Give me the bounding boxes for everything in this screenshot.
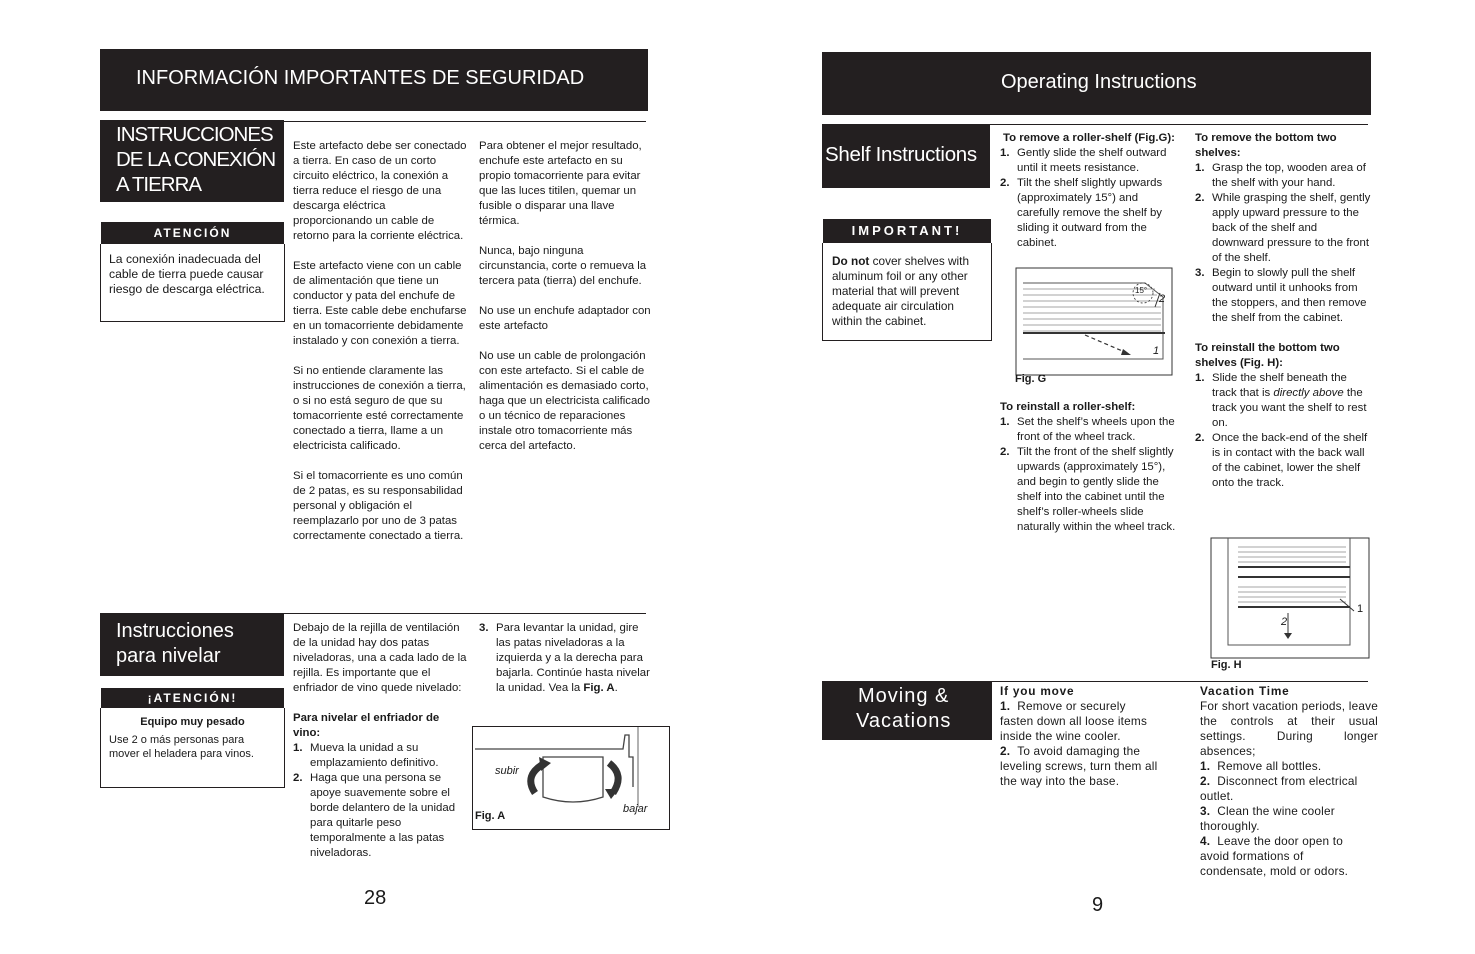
list-item: 2. To avoid damaging the leveling screws, turn them all the way into the base. [1000,744,1158,788]
leveling-title-line: Instrucciones [116,620,234,642]
grounding-title-line: A TIERRA [116,173,202,196]
important-head: IMPORTANT! [823,219,991,243]
grounding-paragraph: Si no entiende claramente las instrucciones de conexión a tierra, o si no está seguro de que su tomacorriente esté correctamente conectado a tierra, llame a un electricista calificado. [293,365,466,452]
grounding-warning-text: La conexión inadecuada del cable de tierra puede causar riesgo de descarga eléctrica. [109,252,265,296]
left-page-title: INFORMACIÓN IMPORTANTES DE SEGURIDAD [136,67,585,89]
right-page-title-banner [822,52,1371,115]
moving-column-2 [1200,684,1378,879]
grounding-paragraph: Para obtener el mejor resultado, enchufe este artefacto en su propio tomacorriente para evitar que las luces titilen, quemar un fusible o disparar una llave térmica. [479,140,642,227]
right-page-number: 9 [1092,894,1104,916]
fig-h-marker-1: 1 [1357,603,1364,615]
list-item: 3. Begin to slowly pull the shelf outward until it unhooks from the stoppers, and then remove the shelf from the cabinet. [1195,267,1367,324]
fig-g-marker-1: 1 [1153,345,1160,357]
fig-a-label: Fig. A [475,810,506,822]
fig-a-down-label: bajar [623,803,648,815]
leveling-warning-head: ¡ATENCIÓN! [101,688,284,708]
right-page-title: Operating Instructions [1001,71,1197,93]
grounding-paragraph: Este artefacto debe ser conectado a tierra. En caso de un corto circuito eléctrico, la conexión a tierra reduce el riesgo de una descarga eléctrica proporcionando un cable de retorno para la corriente eléctrica. [293,140,467,242]
vacation-intro: For short vacation periods, leave the controls at their usual settings. During longer absences; [1200,699,1378,758]
list-item: 1. Grasp the top, wooden area of the shelf with your hand. [1195,162,1366,189]
moving-title-block [822,681,992,740]
remove-roller-head: To remove a roller-shelf (Fig.G): [1003,132,1175,144]
grounding-title-line: INSTRUCCIONES [116,123,273,146]
reinstall-roller-block [1000,400,1182,535]
grounding-column-2 [479,139,651,454]
figure-a [472,726,670,830]
shelf-title: Shelf Instructions [825,143,977,166]
fig-a-up-label: subir [495,765,519,777]
list-item: 3. Clean the wine cooler thoroughly. [1200,804,1335,833]
fig-g-marker-2: 2 [1159,293,1166,305]
leveling-intro: Debajo de la rejilla de ventilación de la unidad hay dos patas niveladoras, una a cada lado de la rejilla. Es importante que el enfriador de vino quede nivelado: [293,622,467,694]
list-item: 2. Once the back-end of the shelf is in contact with the back wall of the cabinet, lower the shelf onto the track. [1195,432,1368,489]
leveling-warning-box [100,708,285,788]
figure-g [1015,267,1173,387]
leveling-column-1 [293,621,467,861]
list-item: 2. Tilt the shelf slightly upwards (approximately 15°) and carefully remove the shelf by sliding it outward from the cabinet. [1000,177,1163,249]
leveling-warning-sub: Equipo muy pesado [140,716,245,728]
leveling-column-2 [479,621,651,696]
moving-title-line: Vacations [856,710,952,732]
list-item: 4. Leave the door open to avoid formations of condensate, mold or odors. [1200,834,1349,878]
remove-bottom-head: To remove the bottom two shelves: [1195,132,1337,159]
list-item: 1. Slide the shelf beneath the track that is directly above the track you want the shelf to rest on. [1195,372,1367,429]
shelf-column-2 [1195,131,1371,491]
leveling-subhead: Para nivelar el enfriador de vino: [293,712,440,739]
important-text: cover shelves with aluminum foil or any other material that will prevent adequate air circulation within the cabinet. [832,254,970,328]
grounding-paragraph: No use un enchufe adaptador con este artefacto [479,305,651,332]
important-bold: Do not [832,254,870,268]
list-item: 1. Gently slide the shelf outward until it meets resistance. [1000,147,1167,174]
grounding-column-1 [293,139,467,544]
list-item: 1. Remove all bottles. [1200,759,1322,773]
grounding-title-line: DE LA CONEXIÓN [116,148,276,171]
figure-h [1210,537,1374,677]
fig-g-label: Fig. G [1015,373,1047,385]
grounding-paragraph: No use un cable de prolongación con este artefacto. Si el cable de alimentación es demasiado corto, haga que un electricista calificado o un técnico de reparaciones instale otro tomacorriente más cerca del artefacto. [479,350,650,452]
leveling-title-line: para nivelar [116,645,221,667]
move-head: If you move [1000,684,1075,698]
list-item: 1. Mueva la unidad a su emplazamiento definitivo. [293,742,439,769]
fig-g-angle: 15° [1135,286,1148,295]
leveling-warning-text: Use 2 o más personas para mover el heladera para vinos. [109,734,254,760]
grounding-paragraph: Este artefacto viene con un cable de alimentación que tiene un conductor y pata del enchufe de tierra. Este cable debe enchufarse en un tomacorriente debidamente instalado y con conexión a tierra. [293,260,467,347]
fig-h-marker-2: 2 [1281,616,1288,628]
moving-column-1 [1000,684,1162,789]
grounding-divider [284,121,646,122]
list-item: 1. Remove or securely fasten down all loose items inside the wine cooler. [1000,699,1148,743]
list-item: 2. While grasping the shelf, gently apply upward pressure to the back of the shelf and downward pressure to the front of the shelf. [1195,192,1371,264]
reinstall-roller-head: To reinstall a roller-shelf: [1000,401,1136,413]
list-item: 1. Set the shelf’s wheels upon the front of the wheel track. [1000,416,1175,443]
grounding-warning-head: ATENCIÓN [101,222,284,244]
grounding-warning-box [100,244,285,322]
important-box [822,243,992,341]
list-item: 2. Tilt the front of the shelf slightly upwards (approximately 15°), and begin to gently slide the shelf into the cabinet until the shelf’s roller-wheels slide naturally within the wheel track. [1000,446,1176,533]
roller-shelf-illustration [1015,267,1173,377]
left-page-number: 28 [364,887,387,909]
left-page-title-banner [100,49,648,111]
shelf-column-1 [1000,131,1182,251]
grounding-paragraph: Si el tomacorriente es uno común de 2 patas, es su responsabilidad personal y obligación el reemplazarlo por uno de 3 patas correctamente conectado a tierra. [293,470,464,542]
moving-divider [992,681,1368,682]
reinstall-bottom-head: To reinstall the bottom two shelves (Fig. H): [1195,342,1340,369]
bottom-shelves-illustration [1210,537,1374,661]
list-item: 2. Disconnect from electrical outlet. [1200,774,1358,803]
leveling-steps [293,741,467,861]
vacation-head: Vacation Time [1200,684,1290,698]
fig-h-label: Fig. H [1211,659,1242,671]
shelf-title-block [822,124,990,188]
list-item: 3. Para levantar la unidad, gire las patas niveladoras a la izquierda y a la derecha para bajarla. Continúe hasta nivelar la unidad. Vea la Fig. A. [479,622,650,694]
grounding-paragraph: Nunca, bajo ninguna circunstancia, corte o remueva la tercera pata (tierra) del enchufe. [479,245,647,287]
list-item: 2. Haga que una persona se apoye suavemente sobre el borde delantero de la unidad para quitarle peso temporalmente a las patas niveladoras. [293,772,456,859]
grounding-title-block [100,120,284,202]
moving-title-line: Moving & [858,685,950,707]
leveling-title-block [100,614,284,676]
